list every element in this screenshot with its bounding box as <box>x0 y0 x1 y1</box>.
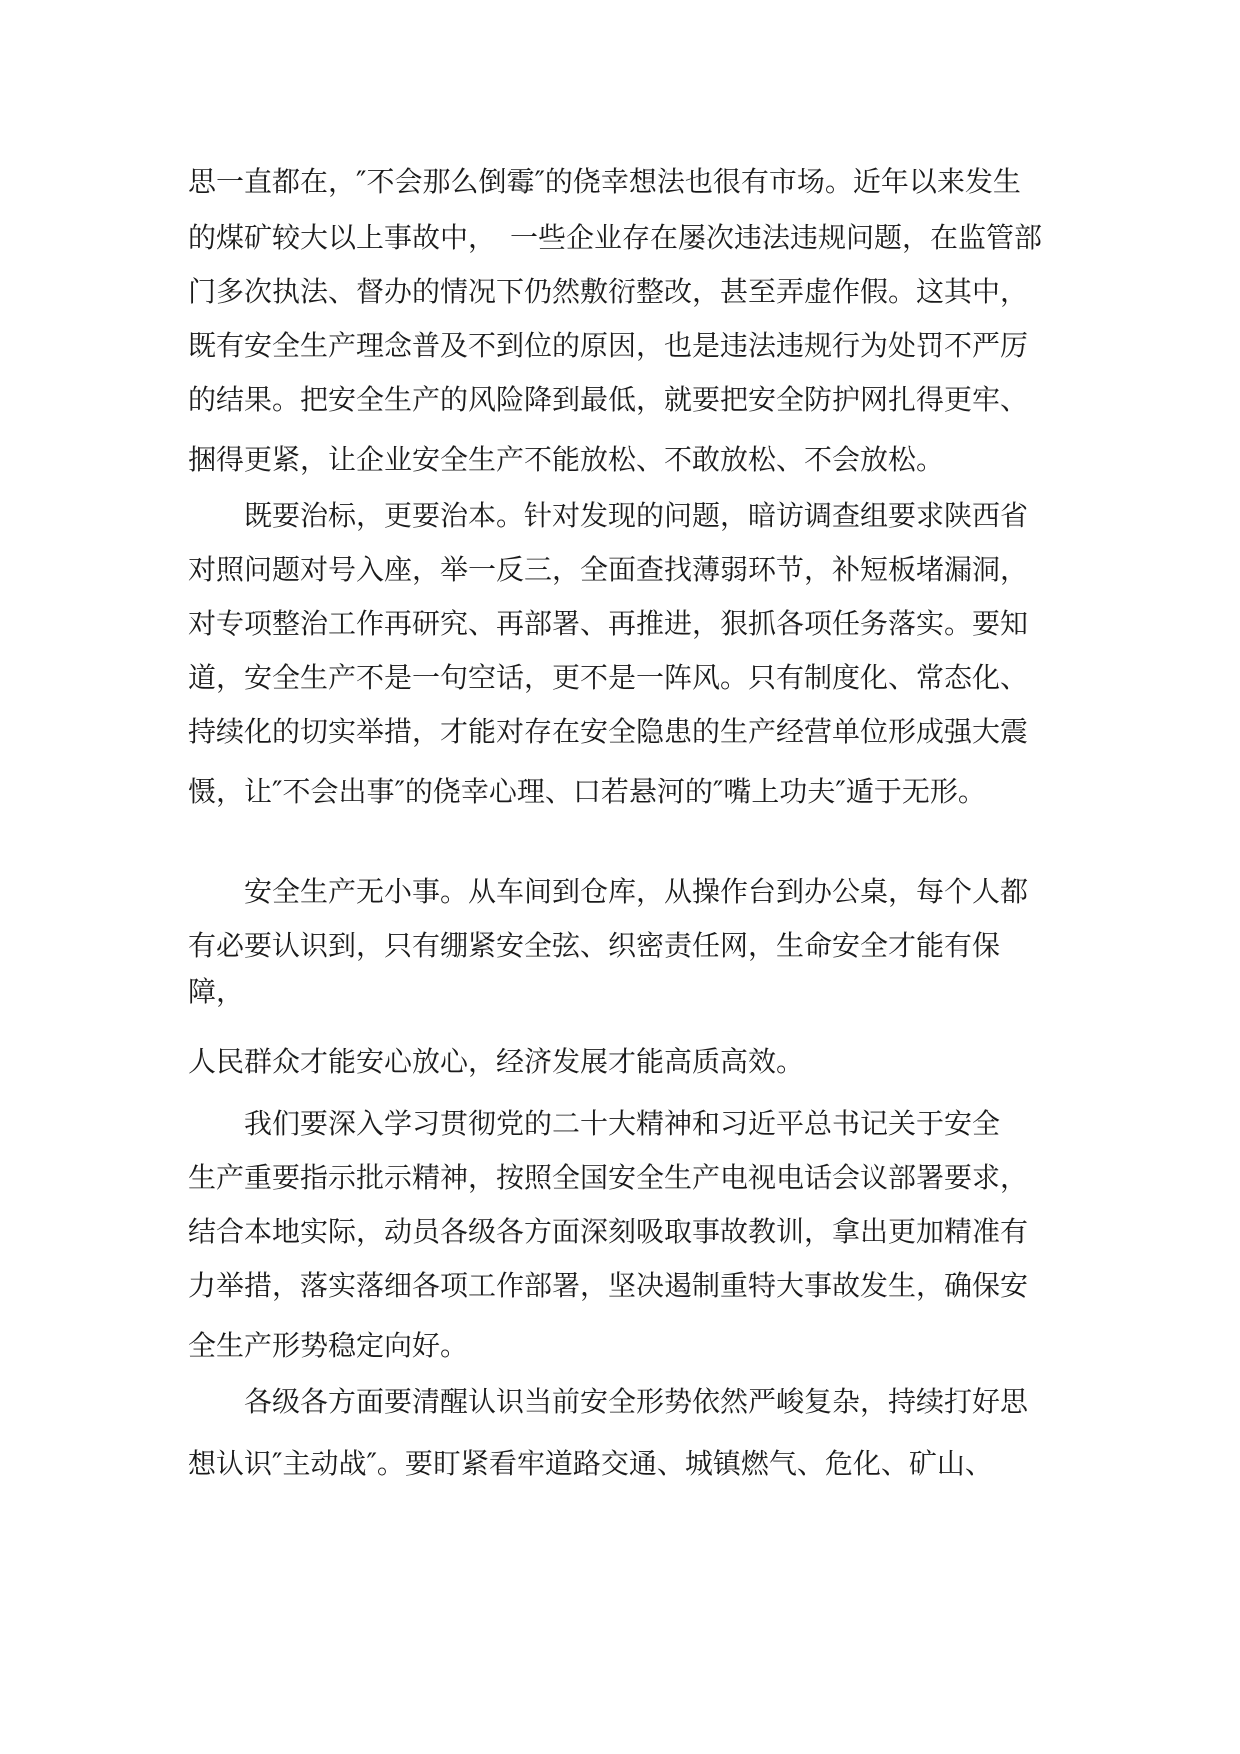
text-line: 既要治标，更要治本。针对发现的问题，暗访调查组要求陕西省 <box>188 499 1029 532</box>
text-line: 力举措，落实落细各项工作部署，坚决遏制重特大事故发生，确保安 <box>188 1269 1029 1302</box>
text-line: 门多次执法、督办的情况下仍然敷衍整改，甚至弄虚作假。这其中， <box>188 275 1029 308</box>
text-line: 既有安全生产理念普及不到位的原因，也是违法违规行为处罚不严厉 <box>188 329 1029 362</box>
text-line: 对专项整治工作再研究、再部署、再推进，狠抓各项任务落实。要知 <box>188 607 1029 640</box>
text-line: 障， <box>188 975 245 1008</box>
text-line: 安全生产无小事。从车间到仓库，从操作台到办公桌，每个人都 <box>188 875 1029 908</box>
text-line: 想认识″主动战″。要盯紧看牢道路交通、城镇燃气、危化、矿山、 <box>188 1447 993 1480</box>
text-line: 持续化的切实举措，才能对存在安全隐患的生产经营单位形成强大震 <box>188 715 1029 748</box>
text-line: 我们要深入学习贯彻党的二十大精神和习近平总书记关于安全 <box>188 1107 1001 1140</box>
text-line: 对照问题对号入座，举一反三，全面查找薄弱环节，补短板堵漏洞， <box>188 553 1029 586</box>
text-line: 的煤矿较大以上事故中， 一些企业存在屡次违法违规问题，在监管部 <box>188 221 1043 254</box>
text-line: 人民群众才能安心放心，经济发展才能高质高效。 <box>188 1045 805 1078</box>
text-line: 结合本地实际，动员各级各方面深刻吸取事故教训，拿出更加精准有 <box>188 1215 1029 1248</box>
text-line: 生产重要指示批示精神，按照全国安全生产电视电话会议部署要求， <box>188 1161 1029 1194</box>
text-line: 慑，让″不会出事″的侥幸心理、口若悬河的″嘴上功夫″遁于无形。 <box>188 775 986 808</box>
text-line: 道，安全生产不是一句空话，更不是一阵风。只有制度化、常态化、 <box>188 661 1029 694</box>
text-line: 全生产形势稳定向好。 <box>188 1329 469 1362</box>
text-line: 思一直都在，″不会那么倒霉″的侥幸想法也很有市场。近年以来发生 <box>188 165 1021 198</box>
text-line: 的结果。把安全生产的风险降到最低，就要把安全防护网扎得更牢、 <box>188 383 1029 416</box>
text-line: 各级各方面要清醒认识当前安全形势依然严峻复杂，持续打好思 <box>188 1385 1029 1418</box>
text-line: 捆得更紧，让企业安全生产不能放松、不敢放松、不会放松。 <box>188 443 945 476</box>
text-line: 有必要认识到，只有绷紧安全弦、织密责任网，生命安全才能有保 <box>188 929 1001 962</box>
